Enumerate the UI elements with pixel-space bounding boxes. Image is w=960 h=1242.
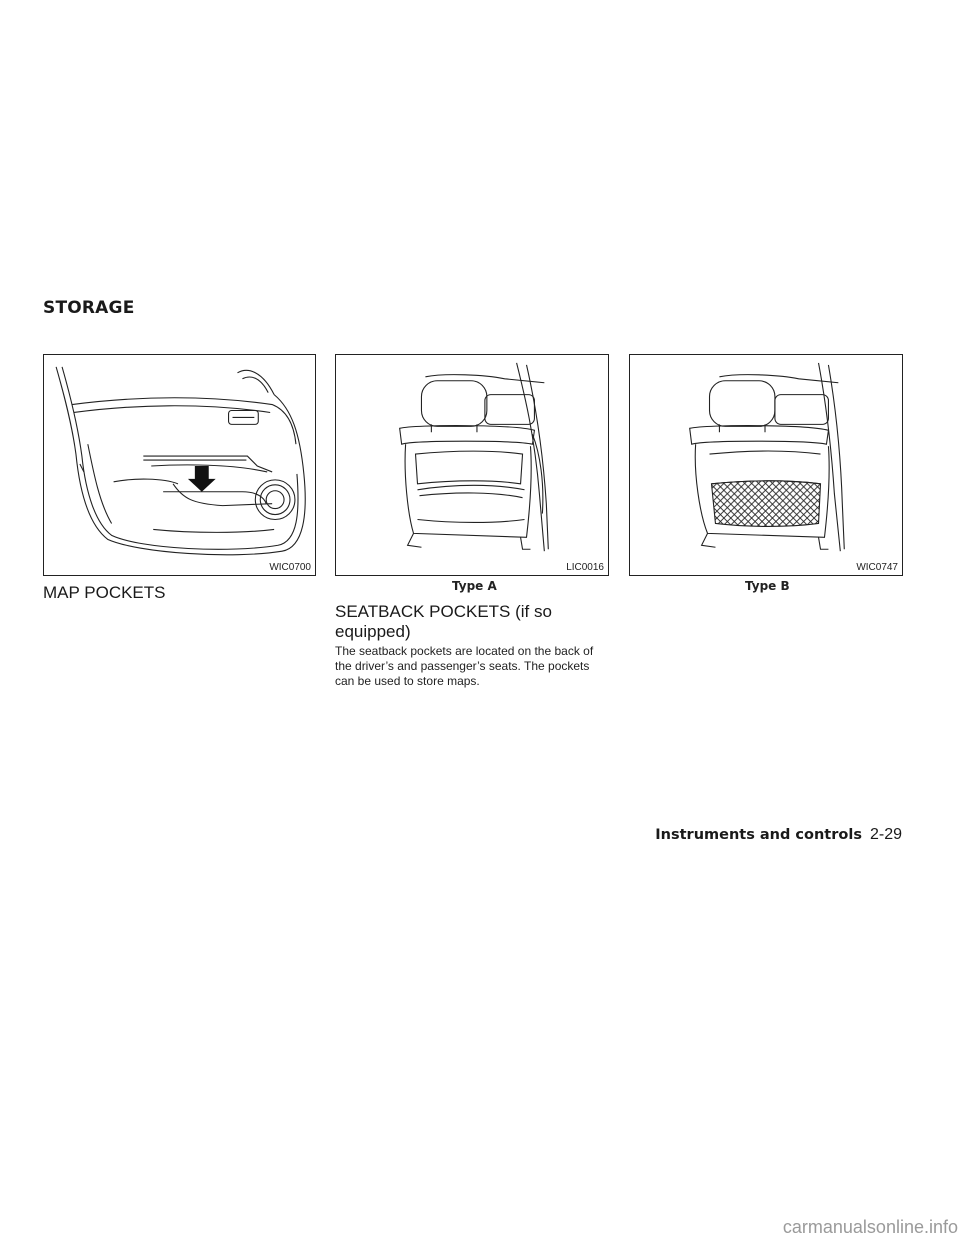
section-title: STORAGE bbox=[43, 298, 135, 318]
figure-caption-type-a: Type A bbox=[452, 579, 497, 593]
page-number: 2-29 bbox=[869, 826, 902, 843]
figure-code: WIC0747 bbox=[856, 562, 898, 573]
seatback-pocket-illustration bbox=[336, 355, 608, 575]
figure-seatback-type-a bbox=[335, 354, 609, 576]
figure-seatback-type-b bbox=[629, 354, 903, 576]
page-footer bbox=[640, 826, 902, 848]
map-pockets-heading: MAP POCKETS bbox=[43, 583, 166, 602]
watermark: carmanualsonline.info bbox=[782, 1217, 958, 1237]
footer-section-title: Instruments and controls bbox=[655, 827, 862, 843]
figure-code: LIC0016 bbox=[566, 562, 604, 573]
seatback-pockets-heading: SEATBACK POCKETS (if so equipped) bbox=[335, 602, 552, 641]
seatback-net-pocket-illustration bbox=[630, 355, 902, 575]
figure-map-pocket bbox=[43, 354, 316, 576]
seatback-pockets-body: The seatback pockets are located on the back of the driver’s and passenger’s seats. The pockets can be used to store maps. bbox=[335, 644, 594, 688]
figure-caption-type-b: Type B bbox=[745, 579, 790, 593]
door-panel-map-pocket-illustration bbox=[44, 355, 315, 575]
figure-code: WIC0700 bbox=[269, 562, 311, 573]
